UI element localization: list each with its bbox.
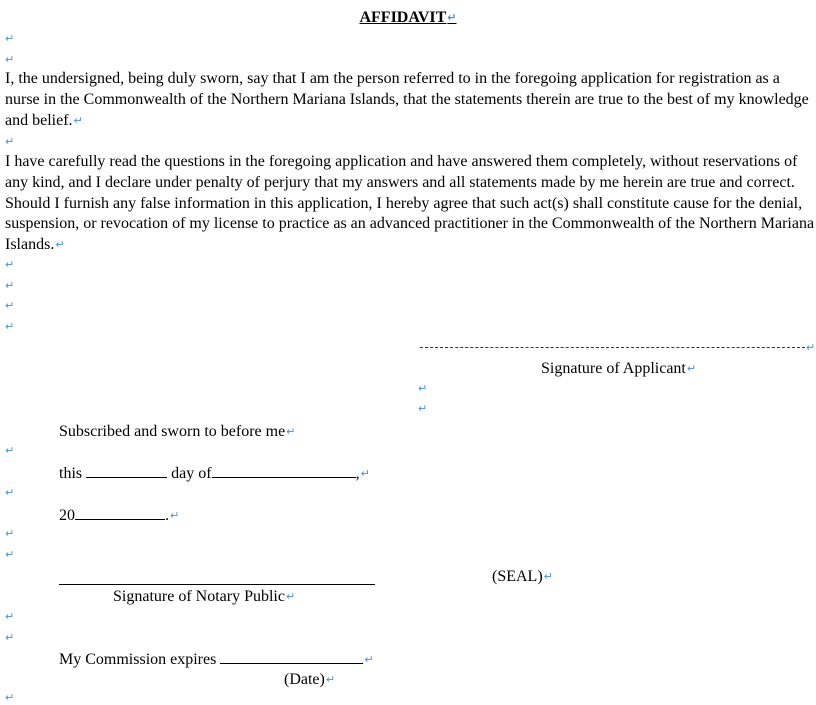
paragraph-mark-icon: ↵ bbox=[5, 486, 15, 499]
date-label bbox=[284, 670, 335, 690]
notary-signature-text: Signature of Notary Public bbox=[113, 588, 285, 605]
paragraph-mark-icon: ↵ bbox=[5, 279, 15, 292]
year-blank bbox=[75, 505, 165, 520]
notary-signature-line bbox=[59, 584, 375, 585]
affidavit-paragraph-2 bbox=[5, 152, 816, 256]
paragraph-mark-icon: ↵ bbox=[364, 653, 374, 666]
applicant-signature-label bbox=[541, 359, 696, 379]
commission-date-blank bbox=[220, 649, 363, 664]
year-prefix: 20 bbox=[59, 507, 75, 524]
paragraph-mark-icon: ↵ bbox=[5, 299, 15, 312]
period-text: . bbox=[165, 507, 169, 524]
affidavit-paragraph-1 bbox=[5, 69, 816, 131]
paragraph-mark-icon: ↵ bbox=[5, 32, 15, 45]
paragraph-mark-icon: ↵ bbox=[5, 53, 15, 66]
title-text: AFFIDAVIT bbox=[359, 9, 447, 26]
paragraph-mark-icon: ↵ bbox=[418, 382, 428, 395]
paragraph-mark-icon: ↵ bbox=[5, 691, 15, 704]
paragraph-mark-icon: ↵ bbox=[5, 610, 15, 623]
paragraph-mark-icon: ↵ bbox=[55, 238, 65, 252]
paragraph-mark-icon: ↵ bbox=[285, 590, 296, 603]
paragraph-mark-icon: ↵ bbox=[686, 362, 697, 375]
subscribed-sworn-line bbox=[59, 422, 295, 442]
applicant-signature-line bbox=[420, 347, 805, 348]
document-title bbox=[0, 8, 816, 28]
subscribed-text: Subscribed and sworn to before me bbox=[59, 423, 286, 440]
day-of-line bbox=[59, 463, 370, 484]
commission-expires-line bbox=[59, 649, 374, 670]
paragraph-mark-icon: ↵ bbox=[418, 402, 428, 415]
seal-label bbox=[492, 567, 553, 587]
month-blank bbox=[212, 463, 356, 478]
paragraph-mark-icon: ↵ bbox=[73, 113, 83, 127]
paragraph-mark-icon: ↵ bbox=[5, 527, 15, 540]
paragraph-mark-icon: ↵ bbox=[5, 320, 15, 333]
comma-text: , bbox=[355, 465, 360, 482]
year-line bbox=[59, 505, 179, 526]
paragraph-mark-icon: ↵ bbox=[360, 467, 370, 480]
paragraph-mark-icon: ↵ bbox=[286, 425, 296, 438]
paragraph-1-text: I, the undersigned, being duly sworn, say that I am the person referred to in the foregoing application for registration as a nurse in the Commonwealth of the Northern Mariana Islands, that the statements therein are true to the best of my knowledge and belief. bbox=[5, 70, 809, 129]
paragraph-mark-icon: ↵ bbox=[5, 548, 15, 561]
paragraph-mark-icon: ↵ bbox=[5, 631, 15, 644]
paragraph-mark-icon: ↵ bbox=[447, 11, 457, 24]
paragraph-mark-icon: ↵ bbox=[5, 444, 15, 457]
paragraph-mark-icon: ↵ bbox=[5, 258, 15, 271]
this-label: this bbox=[59, 465, 83, 482]
applicant-signature-text: Signature of Applicant bbox=[541, 360, 686, 377]
date-text: (Date) bbox=[284, 671, 325, 688]
paragraph-mark-icon: ↵ bbox=[5, 135, 15, 148]
notary-signature-label bbox=[113, 587, 295, 607]
paragraph-mark-icon: ↵ bbox=[325, 673, 336, 686]
seal-text: (SEAL) bbox=[492, 568, 543, 585]
paragraph-mark-icon: ↵ bbox=[543, 570, 553, 583]
paragraph-mark-icon: ↵ bbox=[806, 341, 816, 354]
day-of-label: day of bbox=[171, 465, 212, 482]
day-blank bbox=[86, 463, 167, 478]
paragraph-2-text: I have carefully read the questions in the foregoing application and have answered them completely, without reservations of any kind, and I declare under penalty of perjury that my answers and all statements made by me herein are true and correct. Should I furnish any false information in this application, I hereby agree that such act(s) shall constitute cause for the denial, suspension, or revocation of my license to practice as an advanced practitioner in the Commonwealth of the Northern Mariana Islands. bbox=[5, 153, 815, 254]
commission-text: My Commission expires bbox=[59, 651, 217, 668]
paragraph-mark-icon: ↵ bbox=[170, 509, 180, 522]
